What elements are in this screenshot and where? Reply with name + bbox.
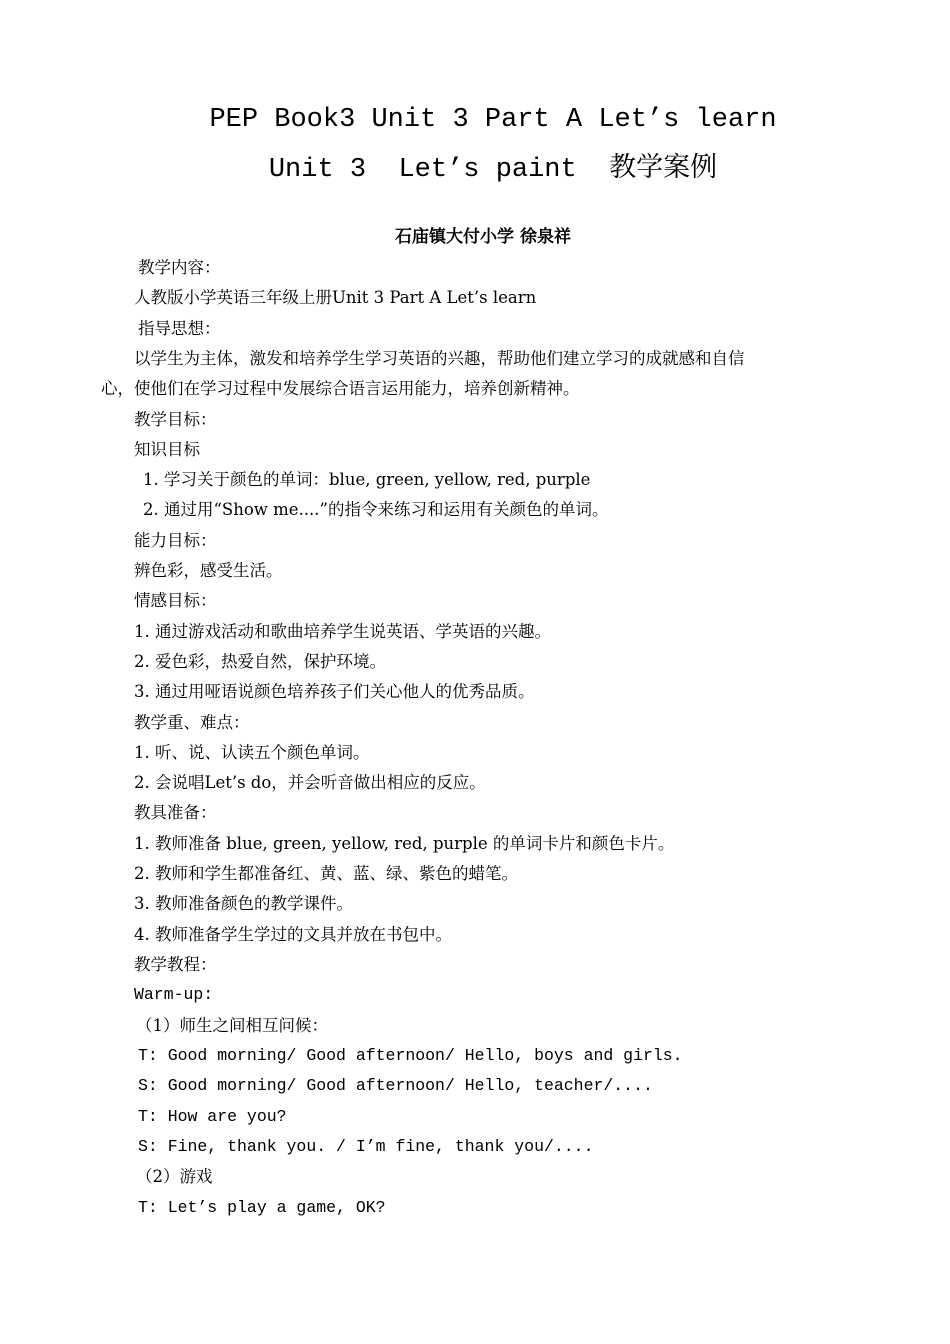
body-line: 教学内容： [138, 258, 221, 277]
body-line: 以学生为主体，激发和培养学生学习英语的兴趣，帮助他们建立学习的成就感和自信 [134, 349, 745, 368]
document-title-line-2: Unit 3 Let’s paint 教学案例 [268, 155, 718, 185]
body-line: （2）游戏 [136, 1167, 213, 1186]
document-title-line-1: PEP Book3 Unit 3 Part A Let’s learn [209, 105, 777, 135]
body-line: 辨色彩，感受生活。 [134, 561, 283, 580]
body-line: 教学重、难点： [134, 713, 250, 732]
body-line: 指导思想： [138, 319, 221, 338]
body-line: S: Fine, thank you. / I’m fine, thank you/.... [138, 1137, 594, 1156]
body-line: （1）师生之间相互问候： [136, 1016, 328, 1035]
body-line: T: Good morning/ Good afternoon/ Hello, boys and girls. [138, 1046, 683, 1065]
body-line: 1. 教师准备 blue, green, yellow, red, purple 的单词卡片和颜色卡片。 [134, 834, 675, 853]
body-line: 1. 学习关于颜色的单词：blue, green, yellow, red, purple [143, 470, 591, 489]
body-line: 3. 通过用哑语说颜色培养孩子们关心他人的优秀品质。 [134, 682, 535, 701]
body-line: 人教版小学英语三年级上册Unit 3 Part A Let’s learn [134, 288, 537, 307]
body-line: 3. 教师准备颜色的教学课件。 [134, 894, 353, 913]
body-line: 心，使他们在学习过程中发展综合语言运用能力，培养创新精神。 [101, 379, 580, 398]
body-line: 4. 教师准备学生学过的文具并放在书包中。 [134, 925, 452, 944]
body-line: S: Good morning/ Good afternoon/ Hello, teacher/.... [138, 1076, 653, 1095]
body-line: 能力目标： [134, 531, 217, 550]
body-line: 教学教程： [134, 955, 217, 974]
body-line: Warm-up: [134, 985, 214, 1004]
body-line: 2. 教师和学生都准备红、黄、蓝、绿、紫色的蜡笔。 [134, 864, 518, 883]
body-line: 2. 通过用“Show me....”的指令来练习和运用有关颜色的单词。 [143, 500, 609, 519]
body-line: T: Let’s play a game, OK? [138, 1198, 386, 1217]
body-line: 2. 会说唱Let’s do，并会听音做出相应的反应。 [134, 773, 486, 792]
body-line: T: How are you? [138, 1107, 287, 1126]
body-line: 1. 听、说、认读五个颜色单词。 [134, 743, 370, 762]
body-line: 情感目标： [134, 591, 217, 610]
body-line: 教学目标： [134, 410, 217, 429]
body-line: 1. 通过游戏活动和歌曲培养学生说英语、学英语的兴趣。 [134, 622, 551, 641]
body-line: 知识目标 [134, 440, 200, 459]
body-line: 2. 爱色彩，热爱自然，保护环境。 [134, 652, 386, 671]
body-line: 教具准备： [134, 803, 217, 822]
author-line: 石庙镇大付小学 徐泉祥 [395, 227, 571, 247]
